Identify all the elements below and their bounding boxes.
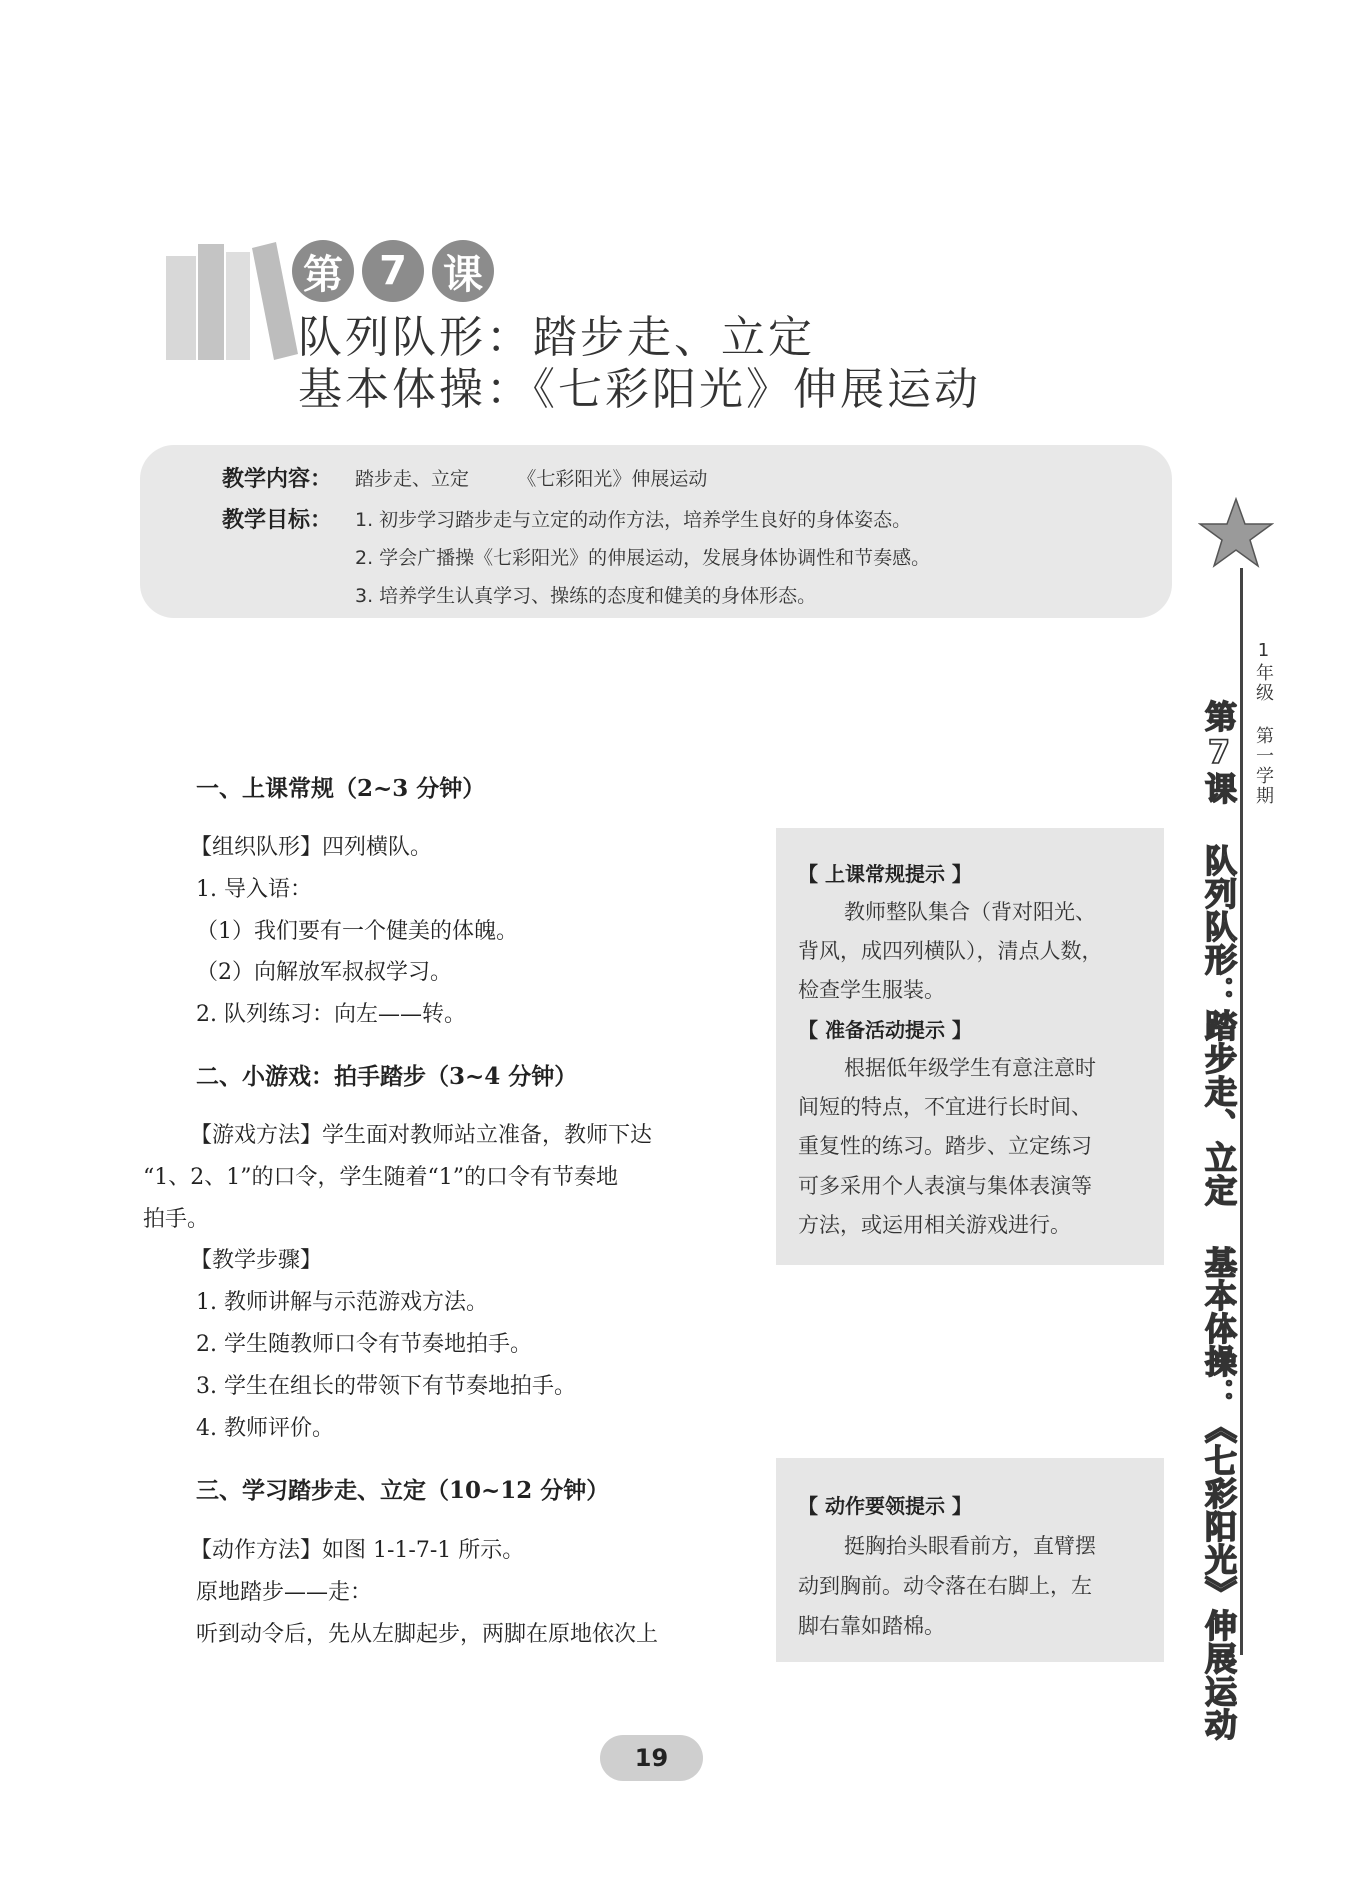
lesson-prefix: 第: [292, 240, 354, 302]
goal-label: 教学目标：: [222, 508, 333, 533]
tip-1-line: 教师整队集合（背对阳光、: [844, 900, 1096, 924]
tip-3-line: 动到胸前。动令落在右脚上，左: [798, 1574, 1092, 1598]
section-2-line: 3. 学生在组长的带领下有节奏地拍手。: [196, 1374, 576, 1399]
tip-3-heading: 【 动作要领提示 】: [798, 1494, 972, 1518]
tip-2-line: 方法，或运用相关游戏进行。: [798, 1213, 1071, 1237]
tip-1-heading: 【 上课常规提示 】: [798, 862, 972, 886]
star-icon: [1198, 497, 1274, 569]
section-3-line: 听到动令后，先从左脚起步，两脚在原地依次上: [196, 1622, 659, 1647]
section-2-line: 【教学步骤】: [190, 1248, 323, 1273]
books-icon: [160, 238, 300, 363]
tip-2-heading: 【 准备活动提示 】: [798, 1018, 972, 1042]
section-3-line: 【动作方法】如图 1-1-7-1 所示。: [190, 1538, 525, 1563]
lesson-number-row: [292, 240, 494, 302]
content-text: 踏步走、立定 《七彩阳光》伸展运动: [355, 468, 708, 490]
lesson-number: 7: [362, 240, 424, 302]
section-2-line: “1、2、1”的口令，学生随着“1”的口令有节奏地: [143, 1165, 618, 1190]
content-label: 教学内容：: [222, 467, 333, 492]
section-3-line: 原地踏步——走：: [196, 1580, 373, 1605]
side-divider-line: [1240, 568, 1243, 1655]
tip-2-line: 可多采用个人表演与集体表演等: [798, 1174, 1092, 1198]
lesson-suffix: 课: [432, 240, 494, 302]
tip-3-line: 脚右靠如踏棉。: [798, 1614, 945, 1638]
section-2-line: 拍手。: [143, 1207, 210, 1232]
section-1-line: 2. 队列练习：向左——转。: [196, 1002, 466, 1027]
section-2-line: 1. 教师讲解与示范游戏方法。: [196, 1290, 488, 1315]
page-title-line-1: 队列队形：踏步走、立定: [298, 312, 815, 363]
section-1-line: （2）向解放军叔叔学习。: [196, 960, 452, 985]
goal-item-1: 1. 初步学习踏步走与立定的动作方法，培养学生良好的身体姿态。: [355, 509, 912, 531]
tip-2-line: 重复性的练习。踏步、立定练习: [798, 1134, 1092, 1158]
section-2-heading: 二、小游戏：拍手踏步（3~4 分钟）: [196, 1063, 578, 1090]
section-1-line: 【组织队形】四列横队。: [190, 835, 433, 860]
tip-3-line: 挺胸抬头眼看前方，直臂摆: [844, 1534, 1096, 1558]
goal-item-3: 3. 培养学生认真学习、操练的态度和健美的身体形态。: [355, 585, 817, 607]
section-3-heading: 三、学习踏步走、立定（10~12 分钟）: [196, 1477, 610, 1504]
page-number: 19: [600, 1735, 703, 1781]
side-lesson-title: 第7课 队列队形：踏步走、立定 基本体操：《七彩阳光》伸展运动: [1200, 700, 1238, 1741]
tip-2-line: 根据低年级学生有意注意时: [844, 1056, 1096, 1080]
tip-2-line: 间短的特点，不宜进行长时间、: [798, 1095, 1092, 1119]
grade-term-label: 1年级 第一学期: [1253, 640, 1274, 806]
section-2-line: 【游戏方法】学生面对教师站立准备，教师下达: [190, 1123, 653, 1148]
page-title-line-2: 基本体操：《七彩阳光》伸展运动: [298, 364, 981, 415]
tip-1-line: 检查学生服装。: [798, 978, 945, 1002]
section-1-heading: 一、上课常规（2~3 分钟）: [196, 775, 486, 802]
goal-item-2: 2. 学会广播操《七彩阳光》的伸展运动，发展身体协调性和节奏感。: [355, 547, 931, 569]
tip-1-line: 背风，成四列横队），清点人数，: [798, 939, 1103, 963]
section-1-line: 1. 导入语：: [196, 877, 312, 902]
section-1-line: （1）我们要有一个健美的体魄。: [196, 919, 518, 944]
section-2-line: 4. 教师评价。: [196, 1416, 334, 1441]
section-2-line: 2. 学生随教师口令有节奏地拍手。: [196, 1332, 532, 1357]
